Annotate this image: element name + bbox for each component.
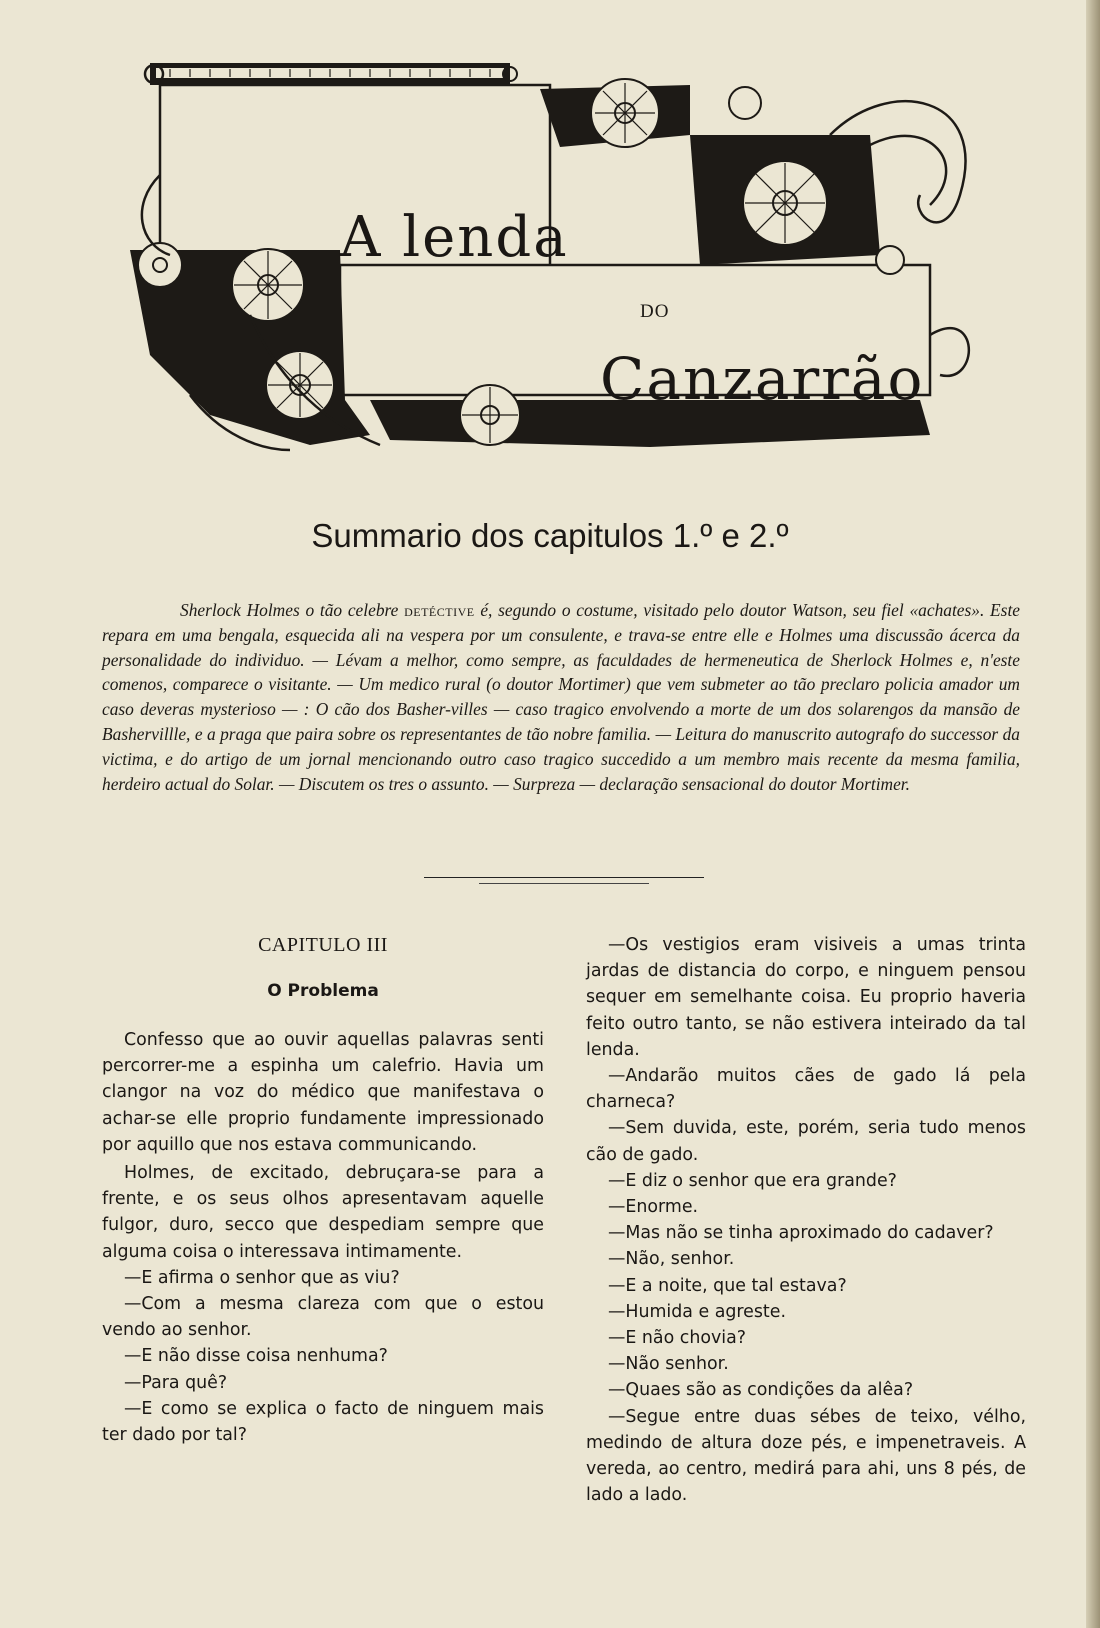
right-paragraphs <box>586 932 1026 1508</box>
left-column <box>102 932 544 1448</box>
chapter-subtitle: O Problema <box>267 981 379 1001</box>
section-divider <box>424 877 704 885</box>
paragraph: —Segue entre duas sébes de teixo, vélho, medindo de altura doze pés, e impenetraveis. A vereda, ao centro, medirá para ahi, uns 8 pés, de lado a lado. <box>586 1406 1026 1506</box>
summary-heading: Summario dos capitulos 1.º e 2.º <box>311 517 789 554</box>
summary-text-smallcaps: detéctive <box>404 600 475 620</box>
paragraph: —Com a mesma clareza com que o estou vendo ao senhor. <box>102 1294 544 1341</box>
paragraph: —Quaes são as condições da alêa? <box>608 1380 914 1401</box>
title-line-2: Canzarrão <box>600 345 925 413</box>
paragraph: —E não disse coisa nenhuma? <box>124 1346 388 1367</box>
paragraph: —E a noite, que tal estava? <box>608 1275 847 1296</box>
paragraph: —Não, senhor. <box>608 1249 735 1270</box>
paragraph: —Não senhor. <box>608 1354 729 1375</box>
summary-text-before: Sherlock Holmes o tão celebre <box>180 600 405 620</box>
paragraph: —E diz o senhor que era grande? <box>608 1170 897 1191</box>
title-block <box>130 55 1010 475</box>
summary-paragraph <box>102 598 1020 796</box>
page-edge <box>1086 0 1100 1628</box>
summary-text-after: é, segundo o costume, visitado pelo doutor Watson, seu fiel «achates». Este repara em uma bengala, esquecida ali na vespera por um consulente, e trava-se entre elle e Holmes uma discussão ácerca da personalidade do individuo. — Lévam a melhor, como sempre, as faculdades de hermeneutica de Sherlock Holmes e, n'este comenos, comparece o visitante. — Um medico rural (o doutor Mortimer) que vem submeter ao tão preclaro policia amador um caso deveras mysterioso — : O cão dos Basher-villes — caso tragico envolvendo a morte de um dos solarengos da mansão de Bashervillle, e a praga que paira sobre os representantes de tão nobre familia. — Leitura do manuscrito autografo do successor da victima, e do artigo de um jornal mencionando outro caso tragico succedido a um membro mais recente da mesma familia, herdeiro actual do Solar. — Discutem os tres o assunto. — Surpreza — declaração sensacional do doutor Mortimer. <box>102 600 1020 794</box>
paragraph: —Enorme. <box>608 1197 699 1218</box>
title-line-1: A lenda <box>340 205 569 270</box>
paragraph: —Mas não se tinha aproximado do cadaver? <box>608 1223 994 1244</box>
paragraph: Holmes, de excitado, debruçara-se para a frente, e os seus olhos apresentavam aquelle fulgor, duro, secco que despediam sempre que alguma coisa o interessava intimamente. <box>102 1163 544 1262</box>
paragraph: —E não chovia? <box>608 1328 746 1349</box>
paragraph: —Humida e agreste. <box>608 1301 786 1322</box>
chapter-title: CAPITULO III <box>258 934 388 956</box>
title-connector: DO <box>640 301 670 322</box>
paragraph: —E afirma o senhor que as viu? <box>124 1267 400 1288</box>
paragraph: —Andarão muitos cães de gado lá pela charneca? <box>586 1066 1026 1113</box>
right-column <box>586 932 1026 1508</box>
paragraph: —Sem duvida, este, porém, seria tudo menos cão de gado. <box>586 1118 1026 1165</box>
paragraph: —E como se explica o facto de ninguem mais ter dado por tal? <box>102 1398 544 1446</box>
paragraph: —Para quê? <box>124 1372 228 1393</box>
left-paragraphs <box>102 1027 544 1448</box>
paragraph: Confesso que ao ouvir aquellas palavras senti percorrer-me a espinha um calefrio. Havia um clangor na voz do médico que manifestava o achar-se elle proprio fundamente impressionado por aquillo que nos estava communicando. <box>102 1030 544 1155</box>
paragraph: —Os vestigios eram visiveis a umas trinta jardas de distancia do corpo, e ninguem pensou sequer em semelhante coisa. Eu proprio haveria feito outro tanto, se não estivera inteirado da tal lenda. <box>586 935 1026 1060</box>
